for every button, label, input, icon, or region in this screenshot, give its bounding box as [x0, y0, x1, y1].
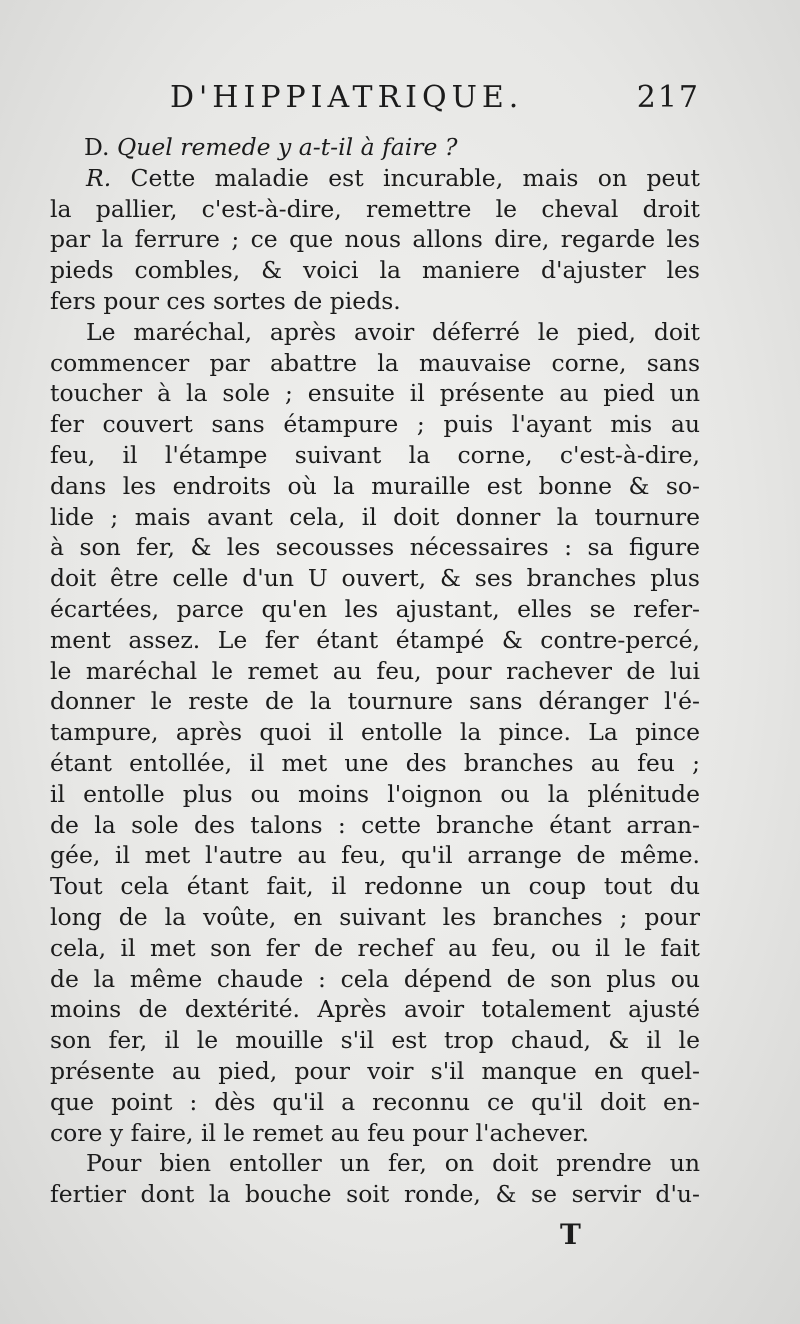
- text-line: commencer par abattre la mauvaise corne, sans: [50, 348, 700, 377]
- text-line: de la sole des talons : cette branche étant arran-: [50, 810, 700, 839]
- text-line: Le maréchal, après avoir déferré le pied, doit: [86, 317, 700, 346]
- answer-marker: R.: [86, 163, 112, 192]
- text-line: fer couvert sans étampure ; puis l'ayant mis au: [50, 410, 700, 439]
- text-line: lide ; mais avant cela, il doit donner la tournure: [50, 502, 700, 531]
- question-line: [50, 132, 700, 163]
- text-line: feu, il l'étampe suivant la corne, c'est-à-dire,: [50, 440, 700, 469]
- text-line: écartées, parce qu'en les ajustant, elles se refer-: [50, 594, 700, 623]
- page-number: 217: [636, 80, 700, 115]
- running-title: D'HIPPIATRIQUE.: [170, 80, 524, 115]
- text-line: core y faire, il le remet au feu pour l'achever.: [50, 1118, 589, 1147]
- page-header: [170, 80, 700, 120]
- text-line: tampure, après quoi il entolle la pince. La pince: [50, 718, 700, 747]
- text-line: pieds combles, & voici la maniere d'ajuster les: [50, 256, 700, 285]
- text-line: son fer, il le mouille s'il est trop chaud, & il le: [50, 1026, 700, 1055]
- text-line: présente au pied, pour voir s'il manque en quel-: [50, 1056, 700, 1085]
- text-line: de la même chaude : cela dépend de son plus ou: [50, 964, 700, 993]
- text-line: doit être celle d'un U ouvert, & ses branches plus: [50, 564, 700, 593]
- text-line: Tout cela étant fait, il redonne un coup tout du: [50, 872, 700, 901]
- text-line: la pallier, c'est-à-dire, remettre le cheval droit: [50, 194, 700, 223]
- text-line: fertier dont la bouche soit ronde, & se servir d'u-: [50, 1180, 700, 1209]
- text-line: à son fer, & les secousses nécessaires : sa figure: [50, 533, 700, 562]
- text-line: étant entollée, il met une des branches au feu ;: [50, 748, 700, 777]
- text-line: le maréchal le remet au feu, pour rachever de lui: [50, 656, 700, 685]
- question-text: Quel remede y a-t-il à faire ?: [116, 133, 458, 161]
- text-line: Pour bien entoller un fer, on doit prendre un: [86, 1149, 700, 1178]
- text-line-content: Cette maladie est incurable, mais on peut: [111, 163, 700, 192]
- text-line: gée, il met l'autre au feu, qu'il arrange de même.: [50, 841, 700, 870]
- text-line: que point : dès qu'il a reconnu ce qu'il doit en-: [50, 1087, 700, 1116]
- text-line: fers pour ces sortes de pieds.: [50, 286, 401, 315]
- text-line: toucher à la sole ; ensuite il présente au pied un: [50, 379, 700, 408]
- text-line: moins de dextérité. Après avoir totalement ajusté: [50, 995, 700, 1024]
- text-line: cela, il met son fer de rechef au feu, ou il le fait: [50, 933, 700, 962]
- text-line: il entolle plus ou moins l'oignon ou la plénitude: [50, 779, 700, 808]
- text-line: donner le reste de la tournure sans déranger l'é-: [50, 687, 700, 716]
- question-marker: D.: [84, 133, 110, 161]
- text-line: ment assez. Le fer étant étampé & contre-percé,: [50, 625, 700, 654]
- text-line: [50, 163, 700, 194]
- text-body: [50, 132, 700, 1210]
- text-line: par la ferrure ; ce que nous allons dire, regarde les: [50, 225, 700, 254]
- text-line: dans les endroits où la muraille est bonne & so-: [50, 471, 700, 500]
- text-line: long de la voûte, en suivant les branches ; pour: [50, 902, 700, 931]
- signature-mark: T: [560, 1218, 581, 1251]
